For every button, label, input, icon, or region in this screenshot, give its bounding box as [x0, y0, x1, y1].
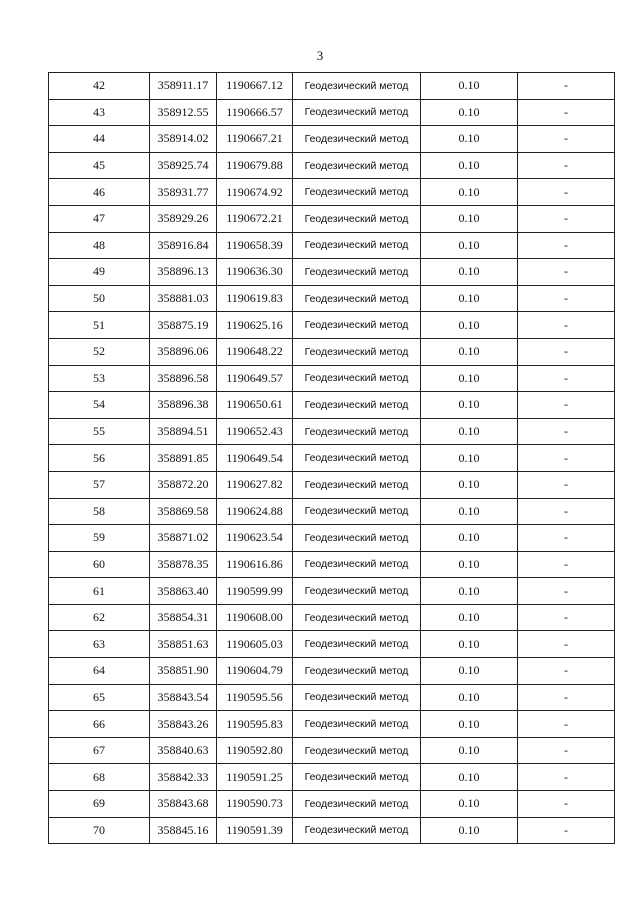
table-row	[49, 418, 615, 445]
point-number-cell: 47	[49, 205, 150, 232]
method-cell: Геодезический метод	[293, 418, 421, 445]
precision-cell: 0.10	[421, 791, 518, 818]
y-coordinate-cell: 1190667.21	[217, 126, 293, 153]
y-coordinate-cell: 1190650.61	[217, 392, 293, 419]
x-coordinate-cell: 358896.13	[150, 259, 217, 286]
point-number-cell: 69	[49, 791, 150, 818]
precision-cell: 0.10	[421, 285, 518, 312]
table-row	[49, 179, 615, 206]
point-number-cell: 64	[49, 658, 150, 685]
point-number-cell: 66	[49, 711, 150, 738]
y-coordinate-cell: 1190608.00	[217, 604, 293, 631]
precision-cell: 0.10	[421, 73, 518, 100]
description-cell: -	[518, 232, 615, 259]
description-cell: -	[518, 471, 615, 498]
table-row	[49, 578, 615, 605]
method-cell: Геодезический метод	[293, 764, 421, 791]
x-coordinate-cell: 358869.58	[150, 498, 217, 525]
method-cell: Геодезический метод	[293, 658, 421, 685]
method-cell: Геодезический метод	[293, 498, 421, 525]
point-number-cell: 65	[49, 684, 150, 711]
table-row	[49, 365, 615, 392]
description-cell: -	[518, 445, 615, 472]
point-number-cell: 49	[49, 259, 150, 286]
precision-cell: 0.10	[421, 498, 518, 525]
table-row	[49, 73, 615, 100]
y-coordinate-cell: 1190605.03	[217, 631, 293, 658]
method-cell: Геодезический метод	[293, 312, 421, 339]
method-cell: Геодезический метод	[293, 259, 421, 286]
y-coordinate-cell: 1190627.82	[217, 471, 293, 498]
x-coordinate-cell: 358914.02	[150, 126, 217, 153]
x-coordinate-cell: 358854.31	[150, 604, 217, 631]
description-cell: -	[518, 152, 615, 179]
precision-cell: 0.10	[421, 445, 518, 472]
method-cell: Геодезический метод	[293, 152, 421, 179]
precision-cell: 0.10	[421, 711, 518, 738]
point-number-cell: 53	[49, 365, 150, 392]
description-cell: -	[518, 126, 615, 153]
table-row	[49, 791, 615, 818]
x-coordinate-cell: 358863.40	[150, 578, 217, 605]
x-coordinate-cell: 358843.54	[150, 684, 217, 711]
table-row	[49, 817, 615, 844]
method-cell: Геодезический метод	[293, 338, 421, 365]
point-number-cell: 54	[49, 392, 150, 419]
point-number-cell: 55	[49, 418, 150, 445]
table-row	[49, 99, 615, 126]
precision-cell: 0.10	[421, 99, 518, 126]
y-coordinate-cell: 1190591.39	[217, 817, 293, 844]
table-row	[49, 684, 615, 711]
precision-cell: 0.10	[421, 817, 518, 844]
point-number-cell: 50	[49, 285, 150, 312]
description-cell: -	[518, 285, 615, 312]
precision-cell: 0.10	[421, 604, 518, 631]
table-row	[49, 471, 615, 498]
y-coordinate-cell: 1190591.25	[217, 764, 293, 791]
point-number-cell: 42	[49, 73, 150, 100]
precision-cell: 0.10	[421, 259, 518, 286]
method-cell: Геодезический метод	[293, 126, 421, 153]
description-cell: -	[518, 764, 615, 791]
table-row	[49, 737, 615, 764]
y-coordinate-cell: 1190649.57	[217, 365, 293, 392]
method-cell: Геодезический метод	[293, 711, 421, 738]
x-coordinate-cell: 358843.26	[150, 711, 217, 738]
x-coordinate-cell: 358896.06	[150, 338, 217, 365]
table-row	[49, 445, 615, 472]
table-row	[49, 658, 615, 685]
table-row	[49, 764, 615, 791]
x-coordinate-cell: 358851.90	[150, 658, 217, 685]
x-coordinate-cell: 358851.63	[150, 631, 217, 658]
point-number-cell: 59	[49, 525, 150, 552]
precision-cell: 0.10	[421, 471, 518, 498]
description-cell: -	[518, 658, 615, 685]
table-row	[49, 232, 615, 259]
method-cell: Геодезический метод	[293, 551, 421, 578]
description-cell: -	[518, 551, 615, 578]
table-row	[49, 338, 615, 365]
x-coordinate-cell: 358931.77	[150, 179, 217, 206]
precision-cell: 0.10	[421, 737, 518, 764]
method-cell: Геодезический метод	[293, 205, 421, 232]
method-cell: Геодезический метод	[293, 791, 421, 818]
y-coordinate-cell: 1190616.86	[217, 551, 293, 578]
x-coordinate-cell: 358896.58	[150, 365, 217, 392]
coordinates-table	[48, 72, 615, 844]
method-cell: Геодезический метод	[293, 392, 421, 419]
description-cell: -	[518, 73, 615, 100]
table-row	[49, 711, 615, 738]
method-cell: Геодезический метод	[293, 604, 421, 631]
precision-cell: 0.10	[421, 764, 518, 791]
x-coordinate-cell: 358891.85	[150, 445, 217, 472]
description-cell: -	[518, 711, 615, 738]
precision-cell: 0.10	[421, 684, 518, 711]
x-coordinate-cell: 358925.74	[150, 152, 217, 179]
point-number-cell: 61	[49, 578, 150, 605]
x-coordinate-cell: 358845.16	[150, 817, 217, 844]
x-coordinate-cell: 358872.20	[150, 471, 217, 498]
method-cell: Геодезический метод	[293, 232, 421, 259]
x-coordinate-cell: 358911.17	[150, 73, 217, 100]
method-cell: Геодезический метод	[293, 99, 421, 126]
y-coordinate-cell: 1190649.54	[217, 445, 293, 472]
y-coordinate-cell: 1190595.83	[217, 711, 293, 738]
description-cell: -	[518, 631, 615, 658]
point-number-cell: 44	[49, 126, 150, 153]
x-coordinate-cell: 358878.35	[150, 551, 217, 578]
description-cell: -	[518, 737, 615, 764]
x-coordinate-cell: 358871.02	[150, 525, 217, 552]
point-number-cell: 67	[49, 737, 150, 764]
precision-cell: 0.10	[421, 525, 518, 552]
y-coordinate-cell: 1190636.30	[217, 259, 293, 286]
x-coordinate-cell: 358842.33	[150, 764, 217, 791]
method-cell: Геодезический метод	[293, 365, 421, 392]
description-cell: -	[518, 791, 615, 818]
description-cell: -	[518, 578, 615, 605]
method-cell: Геодезический метод	[293, 631, 421, 658]
precision-cell: 0.10	[421, 392, 518, 419]
point-number-cell: 57	[49, 471, 150, 498]
description-cell: -	[518, 179, 615, 206]
x-coordinate-cell: 358912.55	[150, 99, 217, 126]
precision-cell: 0.10	[421, 631, 518, 658]
precision-cell: 0.10	[421, 365, 518, 392]
y-coordinate-cell: 1190619.83	[217, 285, 293, 312]
description-cell: -	[518, 684, 615, 711]
table-row	[49, 285, 615, 312]
method-cell: Геодезический метод	[293, 73, 421, 100]
table-row	[49, 205, 615, 232]
method-cell: Геодезический метод	[293, 817, 421, 844]
table-row	[49, 498, 615, 525]
method-cell: Геодезический метод	[293, 179, 421, 206]
x-coordinate-cell: 358894.51	[150, 418, 217, 445]
table-row	[49, 604, 615, 631]
precision-cell: 0.10	[421, 418, 518, 445]
table-row	[49, 152, 615, 179]
description-cell: -	[518, 338, 615, 365]
y-coordinate-cell: 1190590.73	[217, 791, 293, 818]
precision-cell: 0.10	[421, 658, 518, 685]
y-coordinate-cell: 1190674.92	[217, 179, 293, 206]
method-cell: Геодезический метод	[293, 471, 421, 498]
table-row	[49, 525, 615, 552]
x-coordinate-cell: 358840.63	[150, 737, 217, 764]
y-coordinate-cell: 1190625.16	[217, 312, 293, 339]
method-cell: Геодезический метод	[293, 525, 421, 552]
description-cell: -	[518, 498, 615, 525]
table-row	[49, 312, 615, 339]
table-row	[49, 631, 615, 658]
y-coordinate-cell: 1190592.80	[217, 737, 293, 764]
x-coordinate-cell: 358881.03	[150, 285, 217, 312]
point-number-cell: 48	[49, 232, 150, 259]
method-cell: Геодезический метод	[293, 684, 421, 711]
description-cell: -	[518, 259, 615, 286]
y-coordinate-cell: 1190666.57	[217, 99, 293, 126]
y-coordinate-cell: 1190623.54	[217, 525, 293, 552]
x-coordinate-cell: 358843.68	[150, 791, 217, 818]
point-number-cell: 68	[49, 764, 150, 791]
point-number-cell: 45	[49, 152, 150, 179]
point-number-cell: 43	[49, 99, 150, 126]
point-number-cell: 63	[49, 631, 150, 658]
table-row	[49, 126, 615, 153]
point-number-cell: 62	[49, 604, 150, 631]
precision-cell: 0.10	[421, 179, 518, 206]
x-coordinate-cell: 358916.84	[150, 232, 217, 259]
table-row	[49, 259, 615, 286]
y-coordinate-cell: 1190604.79	[217, 658, 293, 685]
precision-cell: 0.10	[421, 205, 518, 232]
description-cell: -	[518, 817, 615, 844]
y-coordinate-cell: 1190679.88	[217, 152, 293, 179]
description-cell: -	[518, 604, 615, 631]
y-coordinate-cell: 1190658.39	[217, 232, 293, 259]
description-cell: -	[518, 205, 615, 232]
x-coordinate-cell: 358929.26	[150, 205, 217, 232]
y-coordinate-cell: 1190624.88	[217, 498, 293, 525]
x-coordinate-cell: 358875.19	[150, 312, 217, 339]
description-cell: -	[518, 365, 615, 392]
point-number-cell: 58	[49, 498, 150, 525]
y-coordinate-cell: 1190595.56	[217, 684, 293, 711]
point-number-cell: 52	[49, 338, 150, 365]
precision-cell: 0.10	[421, 338, 518, 365]
point-number-cell: 60	[49, 551, 150, 578]
precision-cell: 0.10	[421, 312, 518, 339]
precision-cell: 0.10	[421, 152, 518, 179]
point-number-cell: 51	[49, 312, 150, 339]
method-cell: Геодезический метод	[293, 445, 421, 472]
table-body	[49, 73, 615, 844]
method-cell: Геодезический метод	[293, 578, 421, 605]
description-cell: -	[518, 418, 615, 445]
point-number-cell: 70	[49, 817, 150, 844]
point-number-cell: 56	[49, 445, 150, 472]
y-coordinate-cell: 1190672.21	[217, 205, 293, 232]
precision-cell: 0.10	[421, 551, 518, 578]
y-coordinate-cell: 1190599.99	[217, 578, 293, 605]
point-number-cell: 46	[49, 179, 150, 206]
table-row	[49, 392, 615, 419]
precision-cell: 0.10	[421, 578, 518, 605]
y-coordinate-cell: 1190667.12	[217, 73, 293, 100]
precision-cell: 0.10	[421, 232, 518, 259]
description-cell: -	[518, 312, 615, 339]
table-row	[49, 551, 615, 578]
page-number: 3	[316, 48, 324, 63]
y-coordinate-cell: 1190652.43	[217, 418, 293, 445]
method-cell: Геодезический метод	[293, 285, 421, 312]
description-cell: -	[518, 392, 615, 419]
precision-cell: 0.10	[421, 126, 518, 153]
description-cell: -	[518, 99, 615, 126]
x-coordinate-cell: 358896.38	[150, 392, 217, 419]
description-cell: -	[518, 525, 615, 552]
y-coordinate-cell: 1190648.22	[217, 338, 293, 365]
method-cell: Геодезический метод	[293, 737, 421, 764]
